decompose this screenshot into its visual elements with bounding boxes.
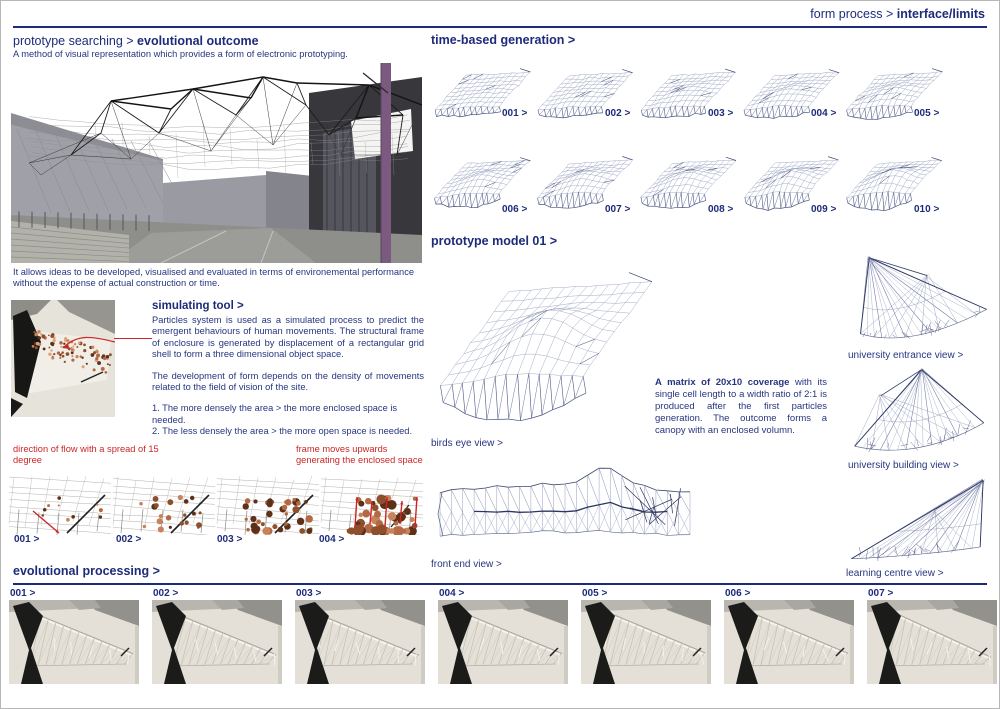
timegen-label: 005 > (914, 108, 940, 119)
birds-eye-image (429, 251, 659, 434)
view-building-image (846, 367, 991, 457)
processing-label: 005 > (582, 588, 608, 599)
section-title-prototype-searching (13, 34, 259, 48)
view-entrance-label: university entrance view > (848, 350, 964, 361)
section-title-prefix: prototype searching > (13, 34, 138, 48)
prototype-title: prototype model 01 > (431, 234, 558, 248)
simulating-para-2: The development of form depends on the density of movements related to the field of vision of the site. (152, 370, 424, 393)
processing-label: 007 > (868, 588, 894, 599)
timegen-label: 009 > (811, 204, 837, 215)
processing-thumb (152, 600, 282, 684)
processing-thumb (438, 600, 568, 684)
front-end-label: front end view > (431, 559, 502, 570)
processing-title: evolutional processing > (13, 564, 160, 578)
breadcrumb-current: interface/limits (896, 7, 985, 21)
processing-label: 002 > (153, 588, 179, 599)
processing-thumb (581, 600, 711, 684)
simulating-title: simulating tool > (152, 300, 244, 312)
processing-label: 001 > (10, 588, 36, 599)
hero-caption: It allows ideas to be developed, visualised and evaluated in terms of environemental performance without the expense of actual construction or time. (13, 267, 415, 289)
timegen-label: 007 > (605, 204, 631, 215)
flow-label: 003 > (217, 534, 243, 545)
view-learning-image (844, 475, 992, 565)
flow-label: 001 > (14, 534, 40, 545)
timegen-label: 001 > (502, 108, 528, 119)
processing-label: 006 > (725, 588, 751, 599)
processing-thumb (867, 600, 997, 684)
breadcrumb-prefix: form process > (810, 7, 897, 21)
intro-subtitle: A method of visual representation which provides a form of electronic prototyping. (13, 49, 348, 59)
red-connector-line (114, 338, 152, 339)
timegen-label: 010 > (914, 204, 940, 215)
processing-thumb (9, 600, 139, 684)
simulating-para-1: Particles system is used as a simulated process to predict the emergent behaviours of human movements. The structural frame of enclosure is generated by displacement of a rectangular grid shell to form a three dimensional object space. (152, 315, 424, 360)
timegen-label: 008 > (708, 204, 734, 215)
simulating-section (152, 300, 424, 438)
hero-render-image (11, 63, 422, 263)
bottom-rule (13, 583, 987, 585)
processing-label: 004 > (439, 588, 465, 599)
processing-thumb (295, 600, 425, 684)
matrix-note (655, 377, 827, 437)
timegen-label: 002 > (605, 108, 631, 119)
simulating-image (11, 300, 115, 417)
birds-eye-label: birds eye view > (431, 438, 503, 449)
simulating-list-item-2: 2. The less densely the area > the more open space is needed. (152, 426, 413, 437)
timegen-label: 003 > (708, 108, 734, 119)
view-building-label: university building view > (848, 460, 959, 471)
view-entrance-image (846, 253, 991, 347)
top-rule (13, 26, 987, 28)
processing-thumb (724, 600, 854, 684)
section-title-bold: evolutional outcome (137, 34, 259, 48)
view-learning-label: learning centre view > (846, 568, 944, 579)
front-end-image (434, 467, 696, 553)
processing-label: 003 > (296, 588, 322, 599)
breadcrumb (810, 7, 985, 21)
flow-label: 002 > (116, 534, 142, 545)
timegen-title: time-based generation > (431, 33, 576, 47)
matrix-note-bold: A matrix of 20x10 coverage (655, 377, 790, 388)
matrix-note-rest: with its single cell length to a width ratio of 2:1 is produced after the first particles generation. The outcome forms a canopy with an enclosed volumn. (655, 377, 827, 436)
flow-label: 004 > (319, 534, 345, 545)
simulating-list-item-1: 1. The more densely the area > the more enclosed space is needed. (152, 403, 398, 425)
flow-annotation-left: direction of flow with a spread of 15 degree (13, 444, 159, 465)
flow-annotation-right: frame moves upwards generating the enclosed space (296, 444, 423, 465)
timegen-label: 006 > (502, 204, 528, 215)
flow-strip-image (7, 467, 425, 535)
timegen-label: 004 > (811, 108, 837, 119)
